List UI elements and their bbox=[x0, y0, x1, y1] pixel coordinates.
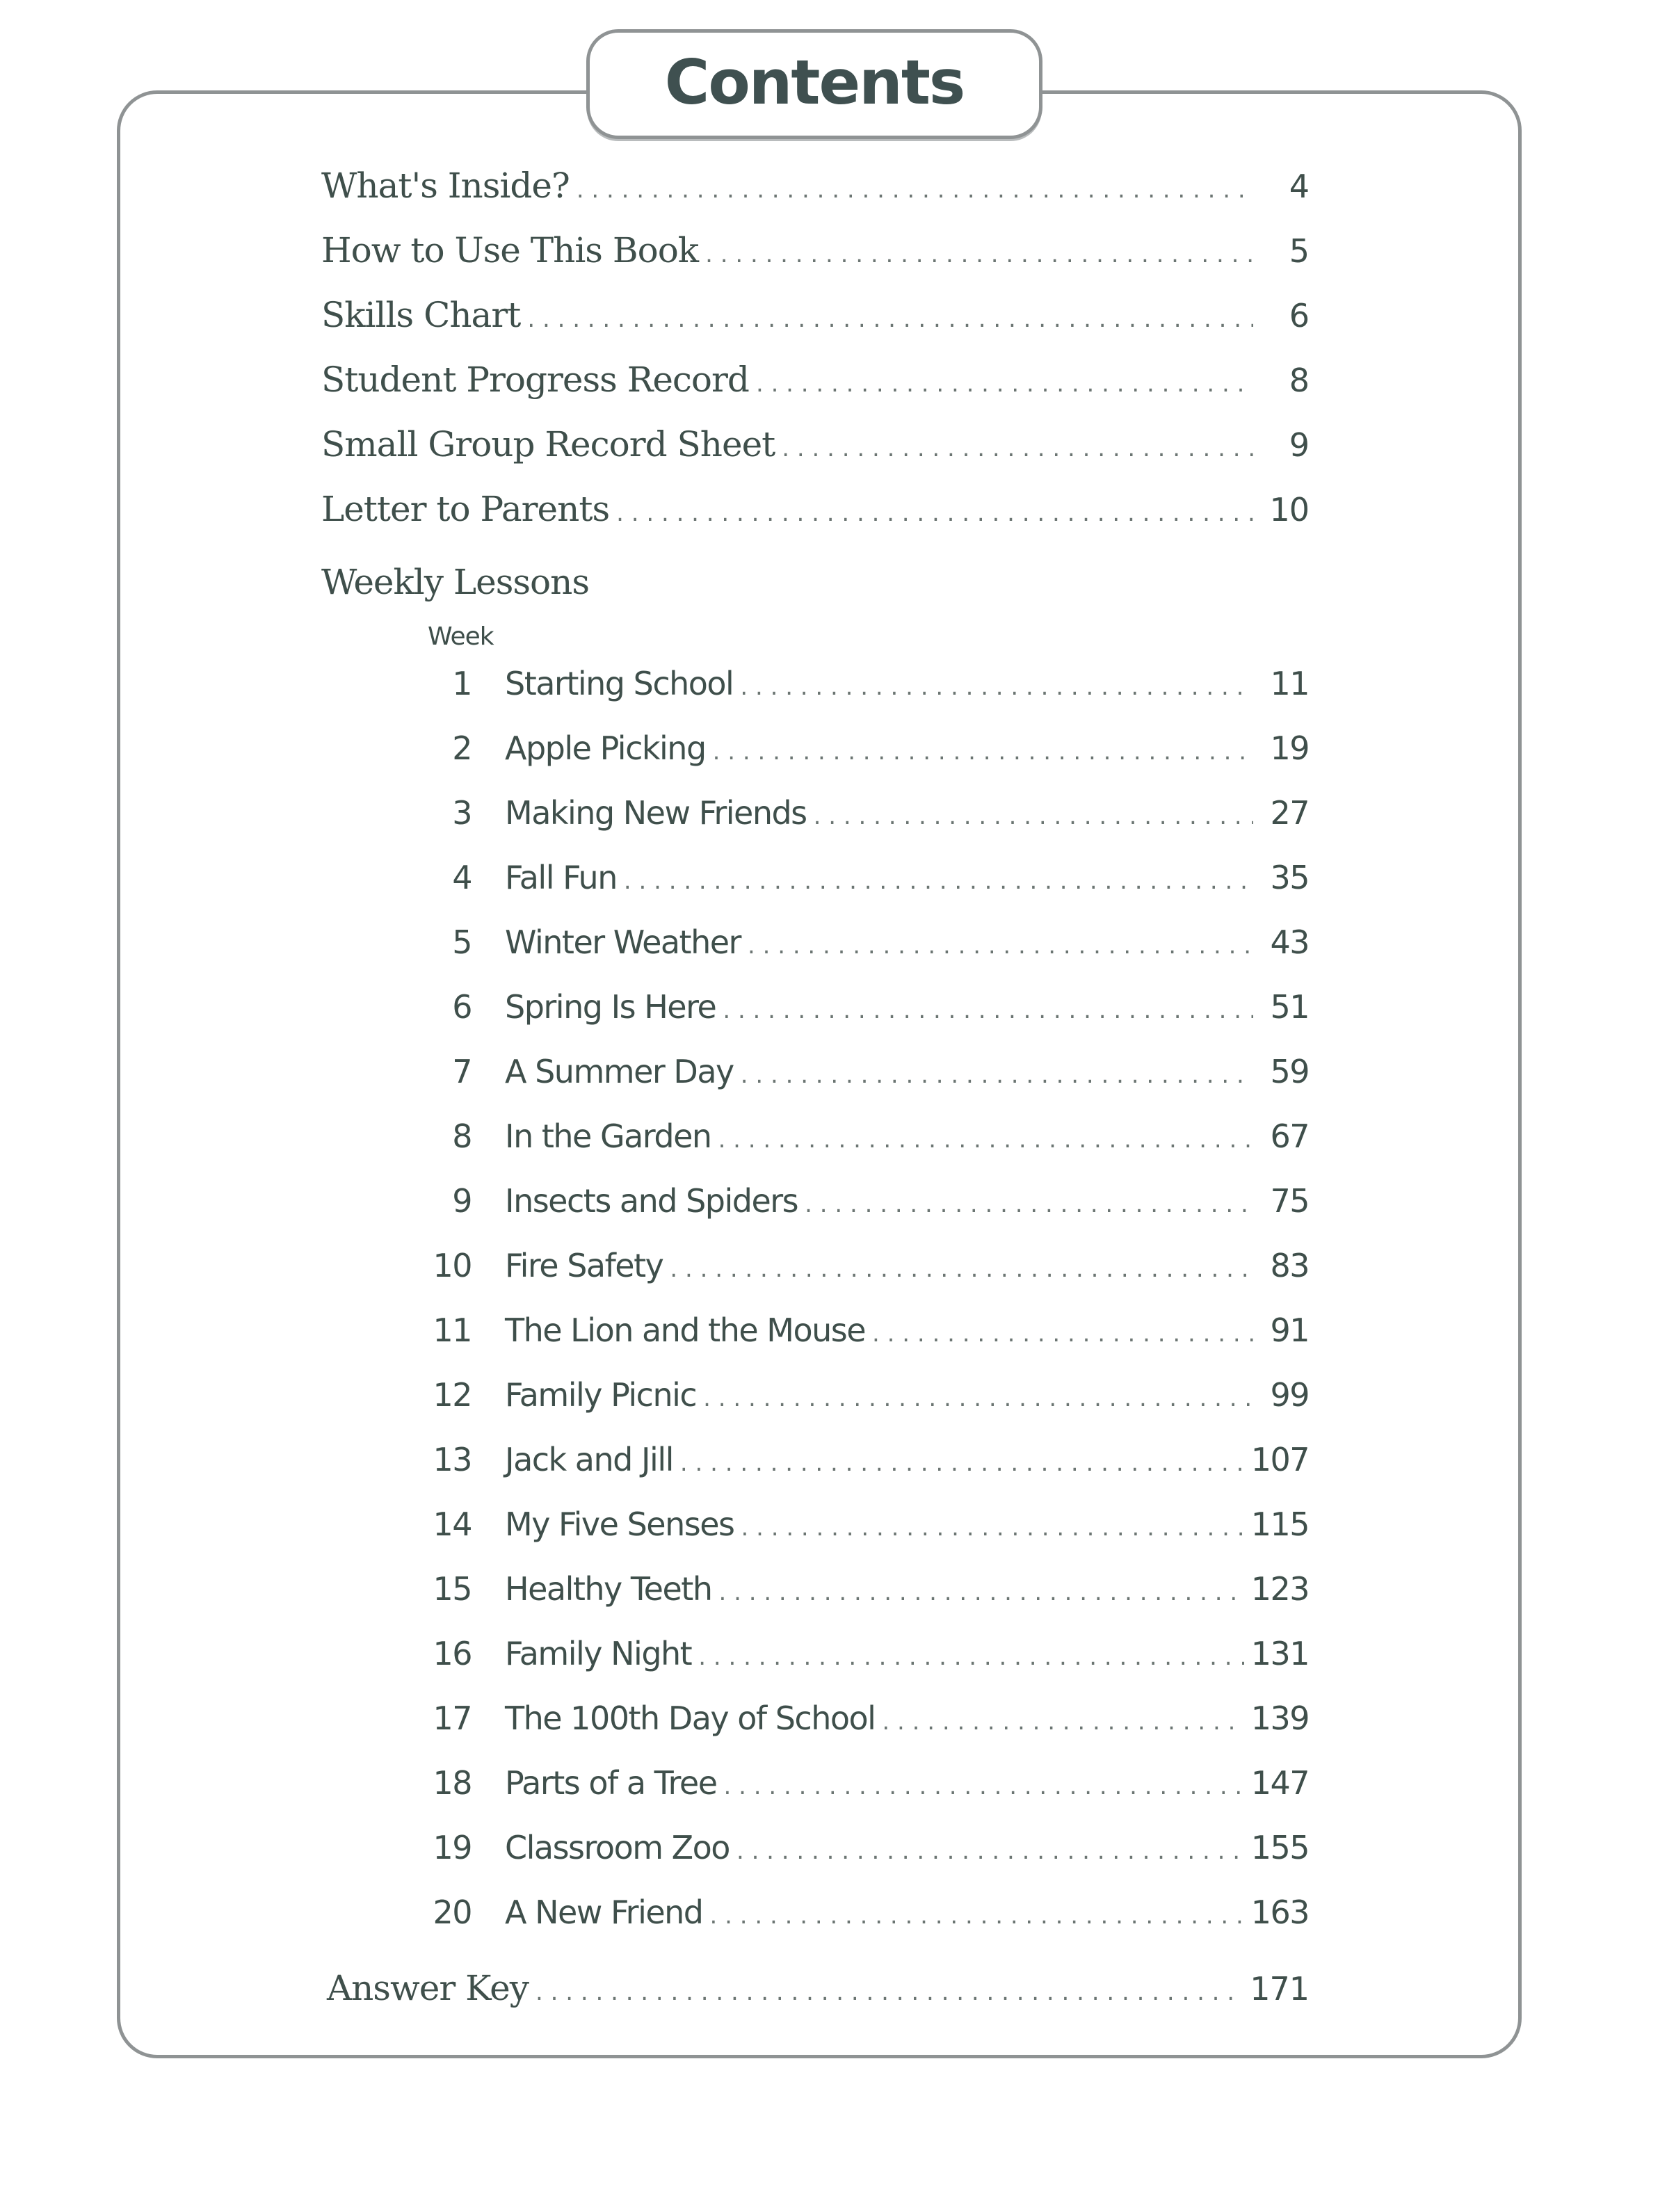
toc-entry-page: 5 bbox=[1289, 232, 1309, 270]
week-number: 1 bbox=[452, 665, 472, 702]
dot-leader bbox=[741, 1514, 1243, 1542]
week-number: 4 bbox=[452, 859, 472, 896]
week-number: 5 bbox=[452, 923, 472, 961]
toc-week-entry[interactable] bbox=[410, 1505, 1309, 1554]
dot-leader bbox=[698, 1643, 1243, 1671]
week-column-label: Week bbox=[428, 622, 494, 651]
week-number: 14 bbox=[433, 1505, 472, 1543]
toc-entry-page: 10 bbox=[1269, 491, 1309, 528]
week-number: 8 bbox=[452, 1117, 472, 1155]
dot-leader bbox=[882, 1708, 1243, 1736]
week-page: 75 bbox=[1270, 1182, 1309, 1220]
toc-week-entry[interactable] bbox=[410, 1635, 1309, 1684]
toc-week-entry[interactable] bbox=[410, 665, 1309, 713]
toc-entry-label: How to Use This Book bbox=[321, 230, 699, 271]
week-title: Classroom Zoo bbox=[505, 1829, 730, 1866]
toc-week-entry[interactable] bbox=[410, 1117, 1309, 1166]
week-page: 27 bbox=[1270, 794, 1309, 832]
dot-leader bbox=[782, 435, 1253, 462]
toc-week-entry[interactable] bbox=[410, 1570, 1309, 1619]
week-number: 6 bbox=[452, 988, 472, 1026]
week-page: 91 bbox=[1270, 1311, 1309, 1349]
toc-week-entry[interactable] bbox=[410, 1182, 1309, 1231]
week-page: 107 bbox=[1250, 1441, 1309, 1478]
week-title: Starting School bbox=[505, 665, 734, 702]
toc-week-entry[interactable] bbox=[410, 794, 1309, 843]
dot-leader bbox=[805, 1190, 1253, 1218]
toc-entry-label: What's Inside? bbox=[321, 166, 570, 206]
dot-leader bbox=[713, 738, 1253, 766]
week-number: 20 bbox=[433, 1894, 472, 1931]
week-number: 19 bbox=[433, 1829, 472, 1866]
toc-week-entry[interactable] bbox=[410, 1053, 1309, 1101]
week-number: 2 bbox=[452, 729, 472, 767]
toc-entry-label: Student Progress Record bbox=[321, 360, 749, 400]
week-title: The Lion and the Mouse bbox=[505, 1311, 866, 1349]
week-number: 10 bbox=[433, 1247, 472, 1284]
dot-leader bbox=[748, 932, 1253, 960]
week-page: 123 bbox=[1250, 1570, 1309, 1608]
dot-leader bbox=[814, 802, 1253, 830]
dot-leader bbox=[718, 1126, 1253, 1154]
dot-leader bbox=[616, 499, 1253, 527]
week-page: 131 bbox=[1250, 1635, 1309, 1672]
week-title: Family Picnic bbox=[505, 1376, 697, 1414]
toc-entry-page: 4 bbox=[1289, 168, 1309, 205]
toc-entry-letter-to-parents[interactable] bbox=[321, 489, 1309, 538]
week-title: Fire Safety bbox=[505, 1247, 663, 1284]
week-page: 83 bbox=[1270, 1247, 1309, 1284]
week-title: Winter Weather bbox=[505, 923, 741, 961]
week-number: 16 bbox=[433, 1635, 472, 1672]
week-number: 7 bbox=[452, 1053, 472, 1090]
toc-entry-label: Small Group Record Sheet bbox=[321, 424, 775, 465]
week-title: The 100th Day of School bbox=[505, 1700, 876, 1737]
week-number: 18 bbox=[433, 1764, 472, 1802]
dot-leader bbox=[703, 1384, 1253, 1412]
week-title: Parts of a Tree bbox=[505, 1764, 717, 1802]
toc-week-entry[interactable] bbox=[410, 1311, 1309, 1360]
week-title: My Five Senses bbox=[505, 1505, 734, 1543]
week-page: 43 bbox=[1270, 923, 1309, 961]
dot-leader bbox=[724, 1773, 1244, 1800]
toc-entry-small-group-record-sheet[interactable] bbox=[321, 424, 1309, 473]
dot-leader bbox=[741, 1061, 1253, 1089]
toc-entry-how-to-use[interactable] bbox=[321, 230, 1309, 279]
week-page: 59 bbox=[1270, 1053, 1309, 1090]
week-number: 12 bbox=[433, 1376, 472, 1414]
dot-leader bbox=[535, 1978, 1243, 2006]
toc-entry-page: 8 bbox=[1289, 362, 1309, 399]
week-title: Jack and Jill bbox=[505, 1441, 673, 1478]
toc-entry-whats-inside[interactable] bbox=[321, 166, 1309, 214]
toc-week-entry[interactable] bbox=[410, 988, 1309, 1037]
week-title: A New Friend bbox=[505, 1894, 703, 1931]
dot-leader bbox=[723, 996, 1253, 1024]
toc-week-entry[interactable] bbox=[410, 923, 1309, 972]
week-title: In the Garden bbox=[505, 1117, 711, 1155]
toc-week-entry[interactable] bbox=[410, 1894, 1309, 1942]
week-number: 9 bbox=[452, 1182, 472, 1220]
week-page: 163 bbox=[1250, 1894, 1309, 1931]
toc-entry-answer-key[interactable] bbox=[327, 1968, 1309, 2017]
toc-week-entry[interactable] bbox=[410, 1829, 1309, 1878]
week-number: 3 bbox=[452, 794, 472, 832]
dot-leader bbox=[624, 867, 1253, 895]
dot-leader bbox=[705, 241, 1253, 268]
week-title: Family Night bbox=[505, 1635, 692, 1672]
week-page: 147 bbox=[1250, 1764, 1309, 1802]
dot-leader bbox=[710, 1902, 1244, 1930]
toc-entry-label: Answer Key bbox=[327, 1968, 529, 2008]
week-page: 99 bbox=[1270, 1376, 1309, 1414]
week-title: Insects and Spiders bbox=[505, 1182, 798, 1220]
week-title: Healthy Teeth bbox=[505, 1570, 712, 1608]
week-page: 35 bbox=[1270, 859, 1309, 896]
dot-leader bbox=[527, 305, 1253, 333]
dot-leader bbox=[736, 1837, 1244, 1865]
week-title: Apple Picking bbox=[505, 729, 706, 767]
toc-week-entry[interactable] bbox=[410, 729, 1309, 778]
toc-entry-page: 171 bbox=[1250, 1970, 1309, 2008]
week-page: 115 bbox=[1250, 1505, 1309, 1543]
week-page: 11 bbox=[1270, 665, 1309, 702]
week-page: 19 bbox=[1270, 729, 1309, 767]
dot-leader bbox=[740, 673, 1253, 701]
week-number: 13 bbox=[433, 1441, 472, 1478]
toc-entry-skills-chart[interactable] bbox=[321, 295, 1309, 344]
week-number: 11 bbox=[433, 1311, 472, 1349]
week-number: 17 bbox=[433, 1700, 472, 1737]
week-page: 139 bbox=[1250, 1700, 1309, 1737]
week-number: 15 bbox=[433, 1570, 472, 1608]
week-page: 155 bbox=[1250, 1829, 1309, 1866]
toc-week-entry[interactable] bbox=[410, 1441, 1309, 1490]
weekly-lessons-heading: Weekly Lessons bbox=[321, 562, 589, 602]
week-page: 67 bbox=[1270, 1117, 1309, 1155]
dot-leader bbox=[756, 370, 1253, 398]
dot-leader bbox=[670, 1255, 1253, 1283]
dot-leader bbox=[577, 176, 1253, 204]
toc-entry-page: 6 bbox=[1289, 297, 1309, 334]
week-page: 51 bbox=[1270, 988, 1309, 1026]
toc-entry-page: 9 bbox=[1289, 426, 1309, 464]
dot-leader bbox=[718, 1579, 1243, 1606]
week-title: Making New Friends bbox=[505, 794, 807, 832]
toc-week-entry[interactable] bbox=[410, 1700, 1309, 1748]
week-title: Spring Is Here bbox=[505, 988, 716, 1026]
week-title: Fall Fun bbox=[505, 859, 617, 896]
dot-leader bbox=[872, 1320, 1253, 1348]
week-title: A Summer Day bbox=[505, 1053, 734, 1090]
toc-entry-label: Skills Chart bbox=[321, 295, 521, 335]
dot-leader bbox=[680, 1449, 1244, 1477]
toc-week-entry[interactable] bbox=[410, 1376, 1309, 1425]
toc-entry-label: Letter to Parents bbox=[321, 489, 610, 529]
toc-week-entry[interactable] bbox=[410, 1764, 1309, 1813]
toc-week-entry[interactable] bbox=[410, 859, 1309, 907]
page-title: Contents bbox=[664, 47, 965, 118]
toc-week-entry[interactable] bbox=[410, 1247, 1309, 1295]
toc-entry-student-progress-record[interactable] bbox=[321, 360, 1309, 408]
